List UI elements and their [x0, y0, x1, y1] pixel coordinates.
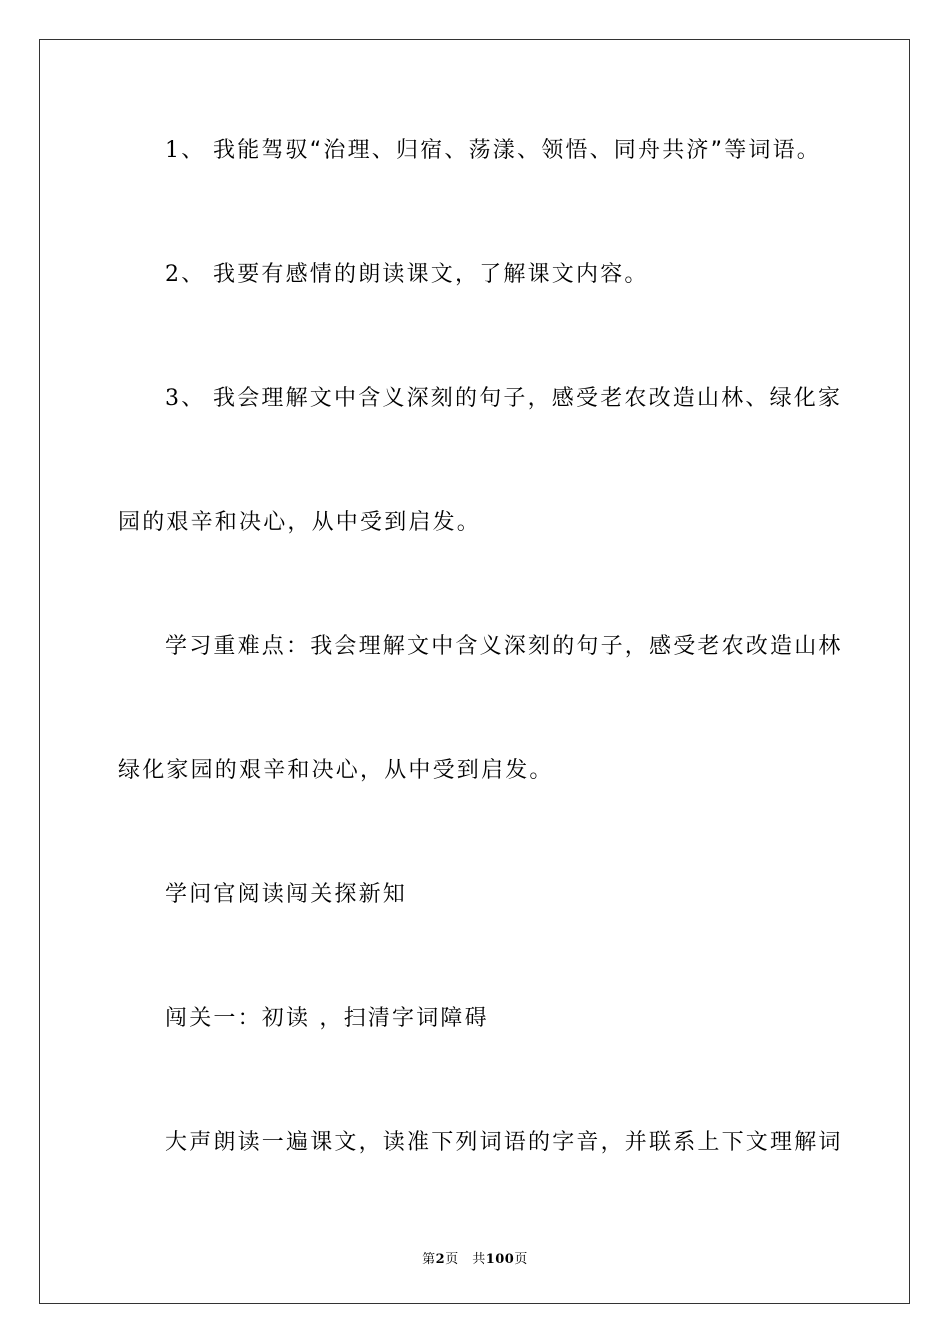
item-number: 2、: [165, 262, 206, 287]
footer-mid: 页 共: [445, 1252, 486, 1267]
key-difficulty-continuation: 绿化家园的艰辛和决心，从中受到启发。: [118, 758, 554, 783]
objective-item-3: [165, 384, 842, 414]
level-one-heading: 闯关一：初读 ，扫清字词障碍: [165, 1006, 489, 1031]
item-number: 1、: [165, 138, 206, 163]
footer-prefix: 第: [422, 1252, 436, 1267]
objective-item-1: [165, 136, 821, 166]
objective-item-2: [165, 260, 649, 290]
key-difficulty-line: 学习重难点：我会理解文中含义深刻的句子，感受老农改造山林: [165, 634, 843, 659]
footer-suffix: 页: [514, 1252, 528, 1267]
item-text: 我会理解文中含义深刻的句子，感受老农改造山林、绿化家: [213, 386, 843, 411]
total-page-count: 100: [485, 1252, 515, 1267]
item-text: 我能驾驭“治理、归宿、荡漾、领悟、同舟共济”等词语。: [213, 138, 821, 163]
section-heading: 学问官阅读闯关探新知: [165, 882, 408, 907]
current-page-number: 2: [435, 1252, 446, 1267]
item-text: 我要有感情的朗读课文，了解课文内容。: [213, 262, 649, 287]
item-number: 3、: [165, 386, 206, 411]
instruction-line: 大声朗读一遍课文，读准下列词语的字音，并联系上下文理解词: [165, 1130, 843, 1155]
page-footer: [0, 1248, 950, 1267]
objective-item-3-continuation: 园的艰辛和决心，从中受到启发。: [118, 510, 482, 535]
page-frame: [39, 39, 910, 1304]
